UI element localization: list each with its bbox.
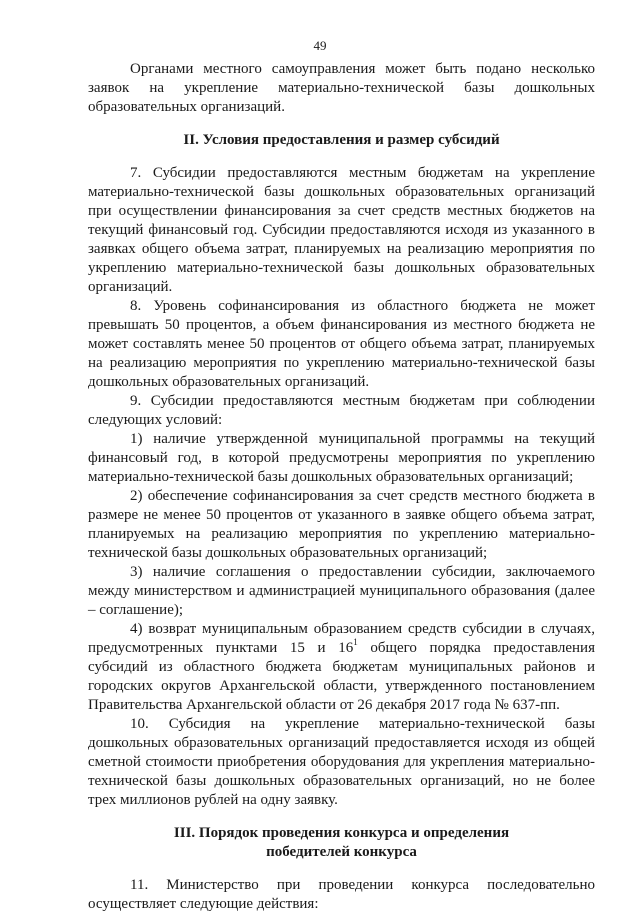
paragraph-11: 11. Министерство при проведении конкурса последовательно осуществляет следующие действия: — [88, 877, 595, 912]
section-3-title-line-2: победителей конкурса — [266, 844, 417, 860]
condition-2: 2) обеспечение софинансирования за счет средств местного бюджета в размере не менее 50 процентов от указанного в заявке общего объема затрат, планируемых на реализацию мероприятия по укреплению материально-технической базы дошкольных образовательных организаций; — [88, 488, 595, 561]
condition-4-superscript: 1 — [353, 637, 358, 647]
page-number: 49 — [313, 38, 327, 53]
section-2-title: II. Условия предоставления и размер субсидий — [183, 132, 500, 148]
condition-3: 3) наличие соглашения о предоставлении субсидии, заключаемого между министерством и администрацией муниципального образования (далее – соглашение); — [88, 564, 595, 618]
paragraph-10: 10. Субсидия на укрепление материально-технической базы дошкольных образовательных организаций предоставляется исходя из общей сметной стоимости приобретения оборудования для укрепления материально-технической базы дошкольных образовательных организаций, но не более трех миллионов рублей на одну заявку. — [88, 716, 595, 808]
condition-1: 1) наличие утвержденной муниципальной программы на текущий финансовый год, в которой предусмотрены мероприятия по укреплению материально-технической базы дошкольных образовательных организаций; — [88, 431, 595, 485]
condition-4-text-b: общего порядка предоставления субсидий из областного бюджета бюджетам муниципальных районов и городских округов Архангельской области, утвержденного постановлением Правительства Архангельской области от 26 декабря 2017 года № 637-пп. — [88, 640, 595, 713]
paragraph-7: 7. Субсидии предоставляются местным бюджетам на укрепление материально-технической базы дошкольных образовательных организаций при осуществлении финансирования за счет средств местных бюджетов на текущий финансовый год. Субсидии предоставляются исходя из указанного в заявках общего объема затрат, планируемых на реализацию мероприятия по укреплению материально-технической базы дошкольных образовательных организаций. — [88, 165, 595, 295]
condition-4-text-a: 4) возврат муниципальным образованием средств субсидии в случаях, предусмотренных пунктами 15 и 16 — [88, 621, 595, 656]
condition-4 — [88, 620, 595, 715]
paragraph-8: 8. Уровень софинансирования из областного бюджета не может превышать 50 процентов, а объем финансирования из местного бюджета не может составлять менее 50 процентов от общего объема затрат, планируемых на реализацию мероприятия по укреплению материально-технической базы дошкольных образовательных организаций. — [88, 298, 595, 390]
page-content — [88, 60, 595, 914]
section-3-title-line-1: III. Порядок проведения конкурса и определения — [173, 825, 510, 841]
paragraph-9: 9. Субсидии предоставляются местным бюджетам при соблюдении следующих условий: — [88, 393, 595, 428]
intro-paragraph: Органами местного самоуправления может быть подано несколько заявок на укрепление материально-технической базы дошкольных образовательных организаций. — [88, 61, 595, 115]
